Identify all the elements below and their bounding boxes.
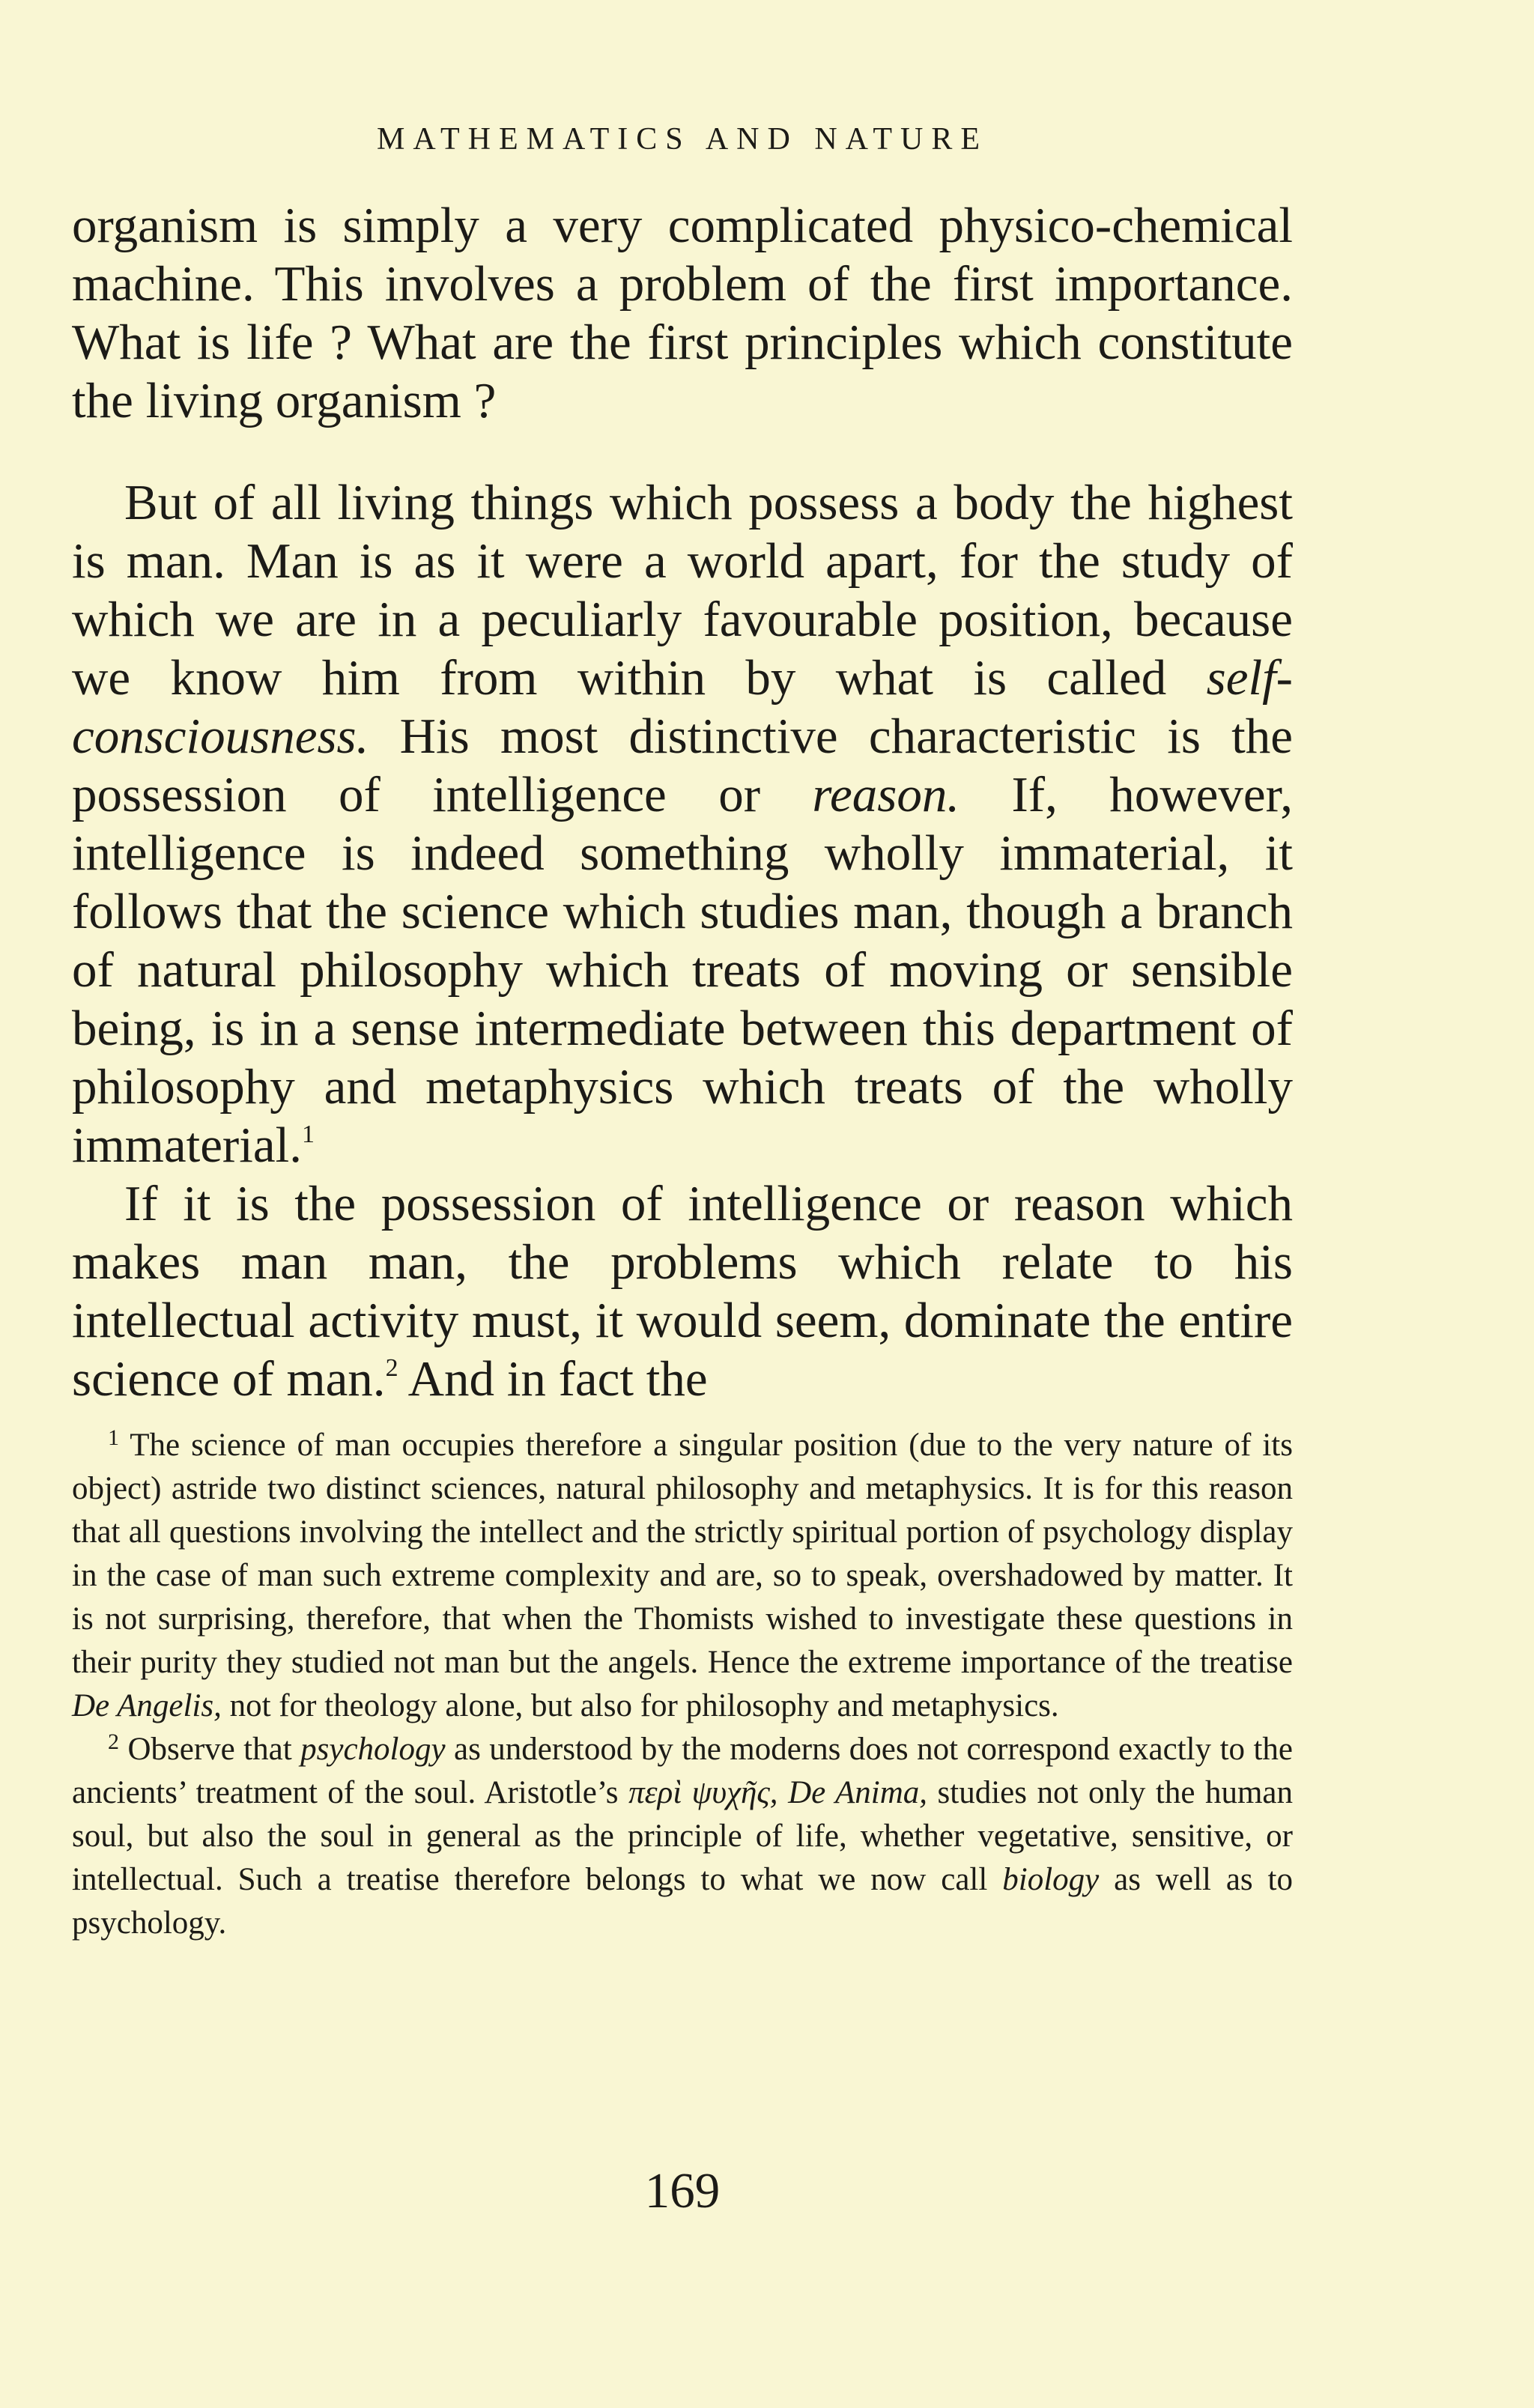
paragraph-text: But of all living things which possess a body the highest is man. Man is as it were a world apart, for the study of which we are in a peculiarly favourable position, because we know him from within by what is called [72, 475, 1293, 706]
footnote-text: not for theology alone, but also for philosophy and metaphysics. [221, 1688, 1059, 1723]
italic-title: De Angelis, [72, 1688, 222, 1723]
running-head: MATHEMATICS AND NATURE [376, 122, 989, 157]
paragraph-continued: organism is simply a very complicated physico-chemical machine. This involves a problem of the first importance. What is life ? What are the first principles which constitute the living organism ? [72, 198, 1293, 428]
italic-term: biology [1002, 1862, 1100, 1897]
footnote-text: Observe that [119, 1732, 301, 1767]
footnotes [72, 1424, 1293, 1945]
footnote-text: The science of man occupies therefore a singular position (due to the very nature of its object) astride two distinct sciences, natural philosophy and metaphysics. It is for this reason that all questions involving the intellect and the strictly spiritual portion of psychology display in the case of man such extreme complexity and are, so to speak, overshadowed by matter. It is not surprising, therefore, that when the Thomists wished to investigate these questions in their purity they studied not man but the angels. Hence the extreme importance of the treatise [72, 1428, 1293, 1680]
body-text-main [72, 473, 1293, 1408]
italic-term: reason. [812, 767, 960, 822]
body-text-top [72, 196, 1293, 430]
footnote-reference: 1 [301, 1120, 315, 1148]
footnote-reference: 2 [385, 1354, 398, 1382]
paragraph-text: And in fact the [398, 1351, 708, 1407]
footnote-2 [72, 1728, 1293, 1945]
greek-title: περὶ ψυχῆς, [628, 1775, 778, 1810]
italic-term: psychology [300, 1732, 446, 1767]
footnote-text: studies not only the human soul, but also the soul in general as the principle of life, whether vegetative, sensitive, or intellectual. Such a treatise therefore belongs to what we now call [72, 1775, 1294, 1897]
paragraph-text: If it is the possession of intelligence or reason which makes man man, the problems which relate to his intellectual activity must, it would seem, dominate the entire science of man. [72, 1176, 1293, 1407]
paragraph-text: His most distinctive characteristic is the possession of intelligence or [72, 709, 1293, 822]
footnote-marker: 1 [108, 1425, 119, 1450]
page-number: 169 [644, 2163, 721, 2219]
italic-term: self-consciousness. [72, 650, 1293, 764]
paragraph-intelligence [72, 1174, 1293, 1408]
footnote-text: as understood by the moderns does not correspond exactly to the ancients’ treatment of the soul. Aristotle’s [72, 1732, 1293, 1810]
book-page [72, 0, 1293, 2408]
footnote-1 [72, 1424, 1293, 1728]
italic-title: De Anima, [788, 1775, 927, 1810]
paragraph-man [72, 473, 1293, 1174]
paragraph-text: If, however, intelligence is indeed something wholly immaterial, it follows that the science which studies man, though a branch of natural philosophy which treats of moving or sensible being, is in a sense intermediate between this department of philosophy and metaphysics which treats of the wholly immaterial. [72, 767, 1293, 1173]
footnote-text: as well as to psychology. [72, 1862, 1293, 1941]
footnote-marker: 2 [108, 1729, 119, 1754]
